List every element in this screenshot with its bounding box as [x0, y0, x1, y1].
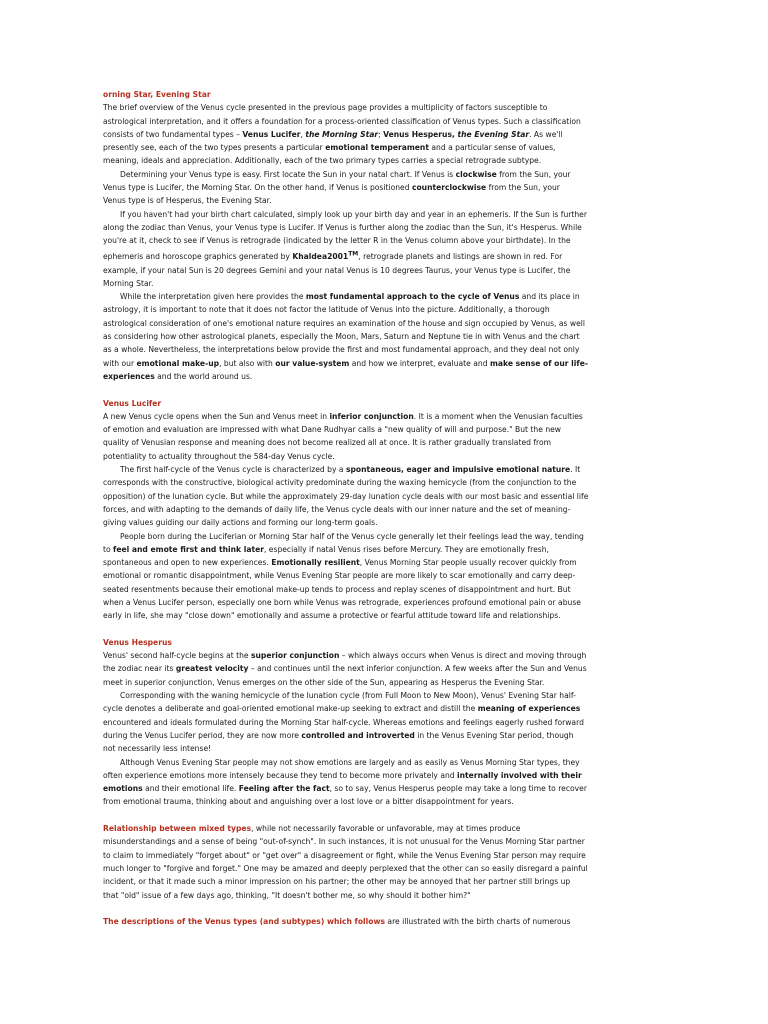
- paragraph-line: astrology, it is important to note that it does not factor the latitude of Venus into the picture. Additionally, a thorough: [103, 305, 550, 315]
- paragraph-line: Venus type is of Hesperus, the Evening Star.: [103, 196, 272, 206]
- paragraph-line: The brief overview of the Venus cycle presented in the previous page provides a multiplicity of factors susceptible to: [103, 103, 548, 113]
- paragraph-line: seated resentments because their emotional make-up tends to process and replay scenes of disappointment and hurt. But: [103, 584, 571, 594]
- paragraph-line: to feel and emote first and think later, especially if natal Venus rises before Mercury. They are emotionally fresh,: [103, 544, 549, 554]
- paragraph-line: Venus' second half-cycle begins at the superior conjunction – which always occurs when Venus is direct and moving through: [103, 651, 587, 661]
- paragraph-line: as considering how other astrological planets, especially the Moon, Mars, Saturn and Neptune tie in with Venus and the chart: [103, 332, 580, 342]
- paragraph-line: If you haven't had your birth chart calculated, simply look up your birth day and year in an ephemeris. If the Sun is further: [120, 209, 587, 219]
- paragraph-line: Venus type is Lucifer, the Morning Star. On the other hand, if Venus is positioned counterclockwise from the Sun, your: [103, 183, 560, 193]
- paragraph-line: corresponds with the constructive, biological activity predominate during the waxing hemicycle (from the conjunction to the: [103, 478, 577, 488]
- paragraph-line: emotional or romantic disappointment, while Venus Evening Star people are more likely to scar emotionally and carry deep-: [103, 571, 576, 581]
- document-page: [103, 88, 639, 928]
- paragraph-line: as a whole. Nevertheless, the interpretations below provide the first and most fundamental approach, and they deal not only: [103, 345, 580, 355]
- paragraph-line: to claim to immediately "forget about" or "get over" a disagreement or fight, while the Venus Evening Star person may require: [103, 850, 586, 860]
- paragraph-line: consists of two fundamental types – Venus Lucifer, the Morning Star; Venus Hesperus, the Evening Star. As we'll: [103, 129, 563, 139]
- paragraph-line: the zodiac near its greatest velocity – and continues until the next inferior conjunction. A few weeks after the Sun and Venus: [103, 664, 587, 674]
- section-heading-venus-lucifer: Venus Lucifer: [103, 398, 162, 408]
- paragraph-line: forces, and with adapting to the demands of daily life, the Venus cycle deals with our inner nature and the set of meaning-: [103, 504, 571, 514]
- paragraph-line: Relationship between mixed types, while not necessarily favorable or unfavorable, may at times produce: [103, 824, 521, 834]
- paragraph-line: early in life, she may "close down" emotionally and assume a protective or fearful attitude toward life and relationships.: [103, 611, 561, 621]
- paragraph-line: often experience emotions more intensely because they tend to become more privately and internally involved with their: [103, 770, 582, 780]
- paragraph-line: not necessarily less intense!: [103, 744, 212, 754]
- paragraph-line: ephemeris and horoscope graphics generated by Khaldea2001™, retrograde planets and listings are shown in red. For: [103, 250, 563, 261]
- paragraph-line: experiences and the world around us.: [103, 371, 253, 381]
- paragraph-line: emotions and their emotional life. Feeling after the fact, so to say, Venus Hesperus people may take a long time to recover: [103, 784, 587, 794]
- paragraph-line: opposition) of the lunation cycle. But while the approximately 29-day lunation cycle deals with our most basic and essential life: [103, 491, 589, 501]
- paragraph-line: Morning Star.: [103, 278, 154, 288]
- paragraph-line: that "old" issue of a few days ago, thinking, "It doesn't bother me, so why should it bother him?": [103, 890, 471, 900]
- paragraph-line: encountered and ideals formulated during the Morning Star half-cycle. Whereas emotions and feelings eagerly rushed forward: [103, 717, 584, 727]
- paragraph-line: cycle denotes a deliberate and goal-oriented emotional make-up seeking to extract and distill the meaning of experiences: [103, 704, 581, 714]
- paragraph-line: you're at it, check to see if Venus is retrograde (indicated by the letter R in the Venus column above your birthdate). In the: [103, 236, 571, 246]
- paragraph-line: Corresponding with the waning hemicycle of the lunation cycle (from Full Moon to New Moon), Venus' Evening Star half-: [120, 691, 576, 701]
- paragraph-line: incident, or that it made such a minor impression on his partner; the other may be annoyed that her partner still brings up: [103, 877, 571, 887]
- paragraph-line: meet in superior conjunction, Venus emerges on the other side of the Sun, appearing as Hesperus the Evening Star.: [103, 677, 545, 687]
- paragraph-line: giving values guiding our daily actions and forming our long-term goals.: [103, 518, 378, 528]
- trademark-mark: TM: [348, 250, 359, 258]
- paragraph-line: misunderstandings and a sense of being "out-of-synch". In such instances, it is not unusual for the Venus Morning Star partner: [103, 837, 585, 847]
- paragraph-line: While the interpretation given here provides the most fundamental approach to the cycle of Venus and its place in: [120, 292, 580, 302]
- paragraph-line: A new Venus cycle opens when the Sun and Venus meet in inferior conjunction. It is a moment when the Venusian faculties: [103, 411, 583, 421]
- section-heading-venus-hesperus: Venus Hesperus: [103, 637, 172, 647]
- paragraph-line: example, if your natal Sun is 20 degrees Gemini and your natal Venus is 10 degrees Taurus, your Venus type is Lucifer, the: [103, 265, 571, 275]
- paragraph-line: People born during the Luciferian or Morning Star half of the Venus cycle generally let their feelings lead the way, tending: [120, 531, 584, 541]
- paragraph-line: from emotional trauma, thinking about and anguishing over a lost love or a bitter disappointment for years.: [103, 797, 514, 807]
- khaldea-link: Khaldea2001: [292, 251, 349, 261]
- paragraph-line: along the zodiac than Venus, your Venus type is Lucifer. If Venus is further along the zodiac than the Sun, it's Hesperus. While: [103, 222, 582, 232]
- paragraph-line: with our emotional make-up, but also with our value-system and how we interpret, evaluate and make sense of our life-: [103, 358, 588, 368]
- paragraph-line: Although Venus Evening Star people may not show emotions are largely and as easily as Venus Morning Star types, they: [120, 757, 580, 767]
- inline-heading-relationship-mixed-types: Relationship between mixed types: [103, 824, 252, 834]
- paragraph-line: potentiality to actuality throughout the 584-day Venus cycle.: [103, 451, 335, 461]
- section-heading-morning-evening-star: orning Star, Evening Star: [103, 90, 211, 99]
- paragraph-line: during the Venus Lucifer period, they are now more controlled and introverted in the Venus Evening Star period, though: [103, 730, 574, 740]
- paragraph-line: The descriptions of the Venus types (and subtypes) which follows are illustrated with the birth charts of numerous: [103, 917, 571, 927]
- paragraph-line: presently see, each of the two types presents a particular emotional temperament and a particular sense of values,: [103, 143, 556, 153]
- paragraph-line: when a Venus Lucifer person, especially one born while Venus was retrograde, experiences profound emotional pain or abuse: [103, 597, 581, 607]
- paragraph-line: Determining your Venus type is easy. First locate the Sun in your natal chart. If Venus is clockwise from the Sun, your: [120, 169, 571, 179]
- paragraph-line: quality of Venusian response and meaning does not become realized all at once. It is rather gradually translated from: [103, 438, 552, 448]
- paragraph-line: spontaneous and open to new experiences. Emotionally resilient, Venus Morning Star people usually recover quickly from: [103, 558, 577, 568]
- paragraph-line: astrological interpretation, and it offers a foundation for a process-oriented classification of Venus types. Such a classification: [103, 116, 581, 126]
- paragraph-line: The first half-cycle of the Venus cycle is characterized by a spontaneous, eager and impulsive emotional nature. It: [120, 465, 581, 475]
- paragraph-line: much longer to "forgive and forget." One may be amazed and deeply perplexed that the other can so easily disregard a painful: [103, 863, 588, 873]
- paragraph-line: of emotion and evaluation are impressed with what Dane Rudhyar calls a "new quality of will and purpose." But the new: [103, 425, 562, 435]
- inline-heading-venus-type-descriptions: The descriptions of the Venus types (and subtypes) which follows: [103, 917, 385, 927]
- paragraph-line: astrological consideration of one's emotional nature requires an examination of the house and sign occupied by Venus, as well: [103, 318, 585, 328]
- paragraph-line: meaning, ideals and appreciation. Additionally, each of the two primary types carries a special retrograde subtype.: [103, 156, 542, 166]
